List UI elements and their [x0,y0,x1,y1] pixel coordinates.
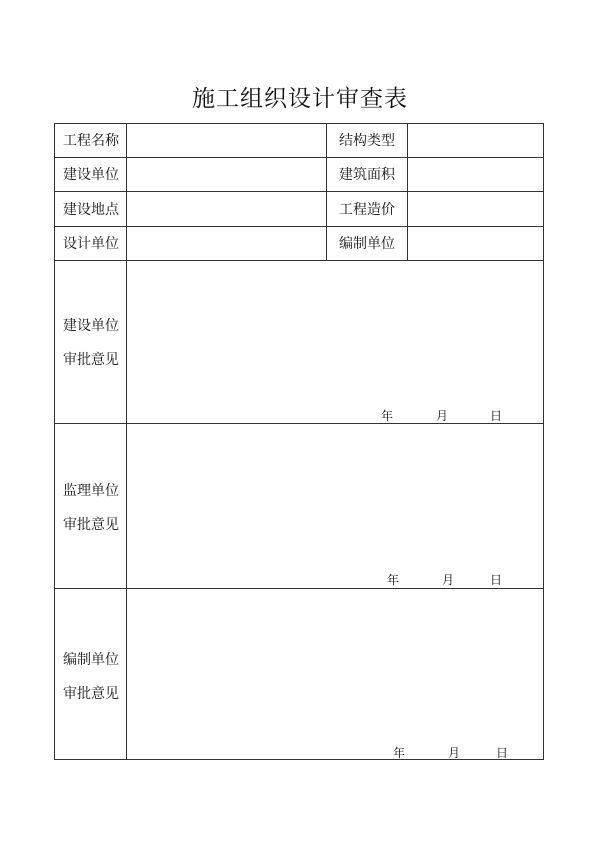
client-approval-label: 建设单位 [63,318,119,334]
date-day: 日 [490,409,503,423]
row-divider [54,191,544,192]
date-year: 年 [393,746,406,760]
form-table [54,123,544,760]
date-year: 年 [381,409,394,423]
row-divider [54,260,544,261]
date-month: 月 [442,573,455,587]
date-year: 年 [387,573,400,587]
row-divider [54,226,544,227]
date-day: 日 [496,746,509,760]
supervisor-approval-label: 监理单位 [63,483,119,499]
preparer-approval-label-2: 审批意见 [63,686,119,702]
column-divider [326,123,327,260]
row-divider [54,588,544,589]
preparing-unit-label: 编制单位 [339,236,395,252]
preparer-approval-label: 编制单位 [63,652,119,668]
row-divider [54,157,544,158]
building-area-label: 建筑面积 [339,167,395,183]
date-day: 日 [490,573,503,587]
project-cost-label: 工程造价 [339,202,395,218]
supervisor-approval-label-2: 审批意见 [63,517,119,533]
structure-type-label: 结构类型 [339,133,395,149]
client-unit-label: 建设单位 [63,167,119,183]
column-divider [126,123,127,760]
row-divider [54,423,544,424]
design-unit-label: 设计单位 [63,236,119,252]
date-month: 月 [436,409,449,423]
date-month: 月 [448,746,461,760]
client-approval-label-2: 审批意见 [63,352,119,368]
form-title: 施工组织设计审查表 [192,86,408,112]
site-location-label: 建设地点 [63,202,119,218]
column-divider [407,123,408,260]
project-name-label: 工程名称 [63,133,119,149]
